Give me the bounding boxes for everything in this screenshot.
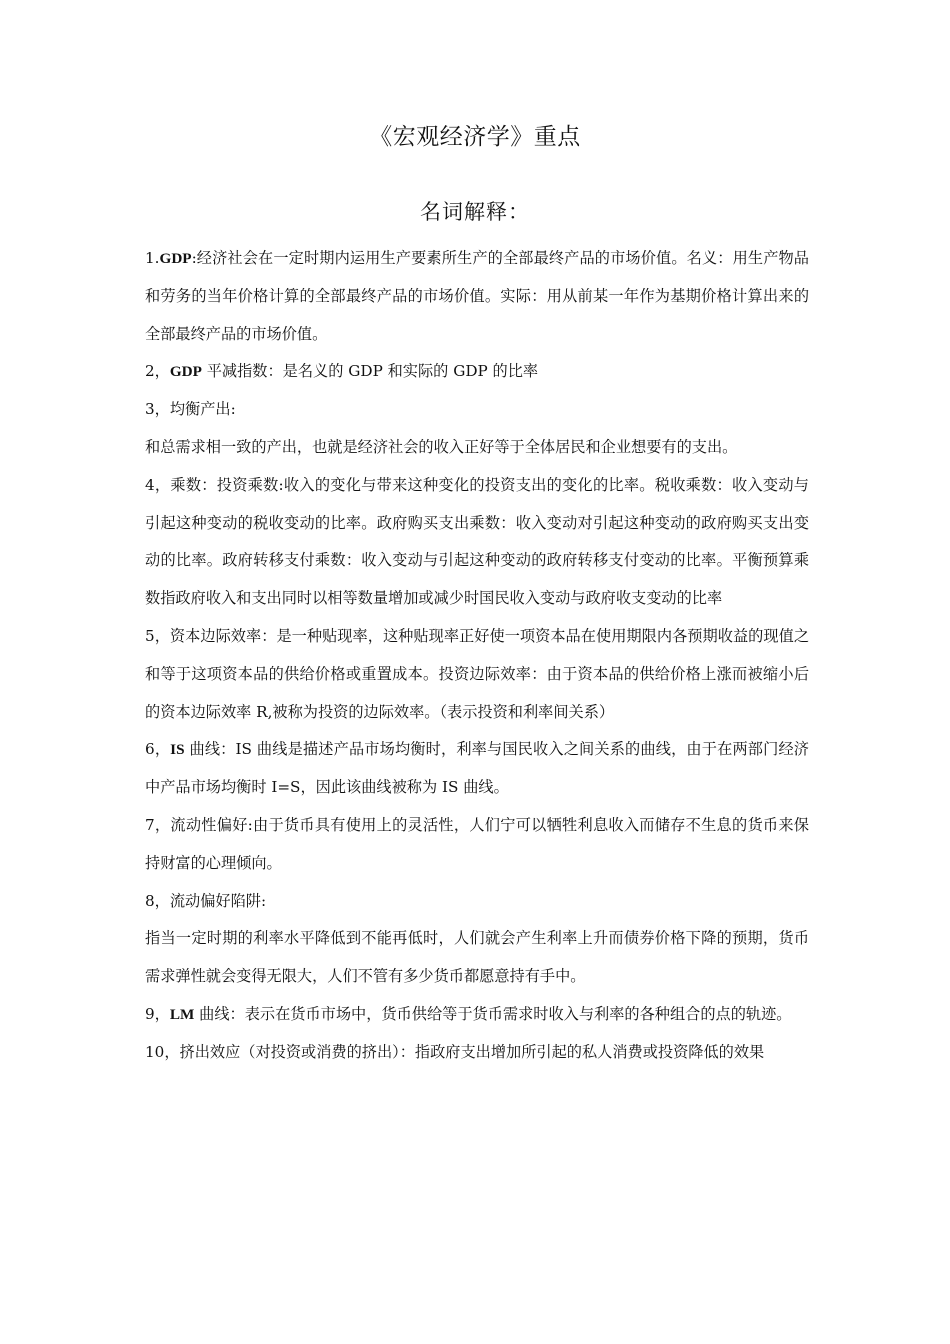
- entry-term: GDP: [169, 363, 202, 381]
- definition-entry: [145, 731, 809, 807]
- entry-text: 均衡产出:: [169, 400, 236, 419]
- entry-text: 乘数：投资乘数:收入的变化与带来这种变化的投资支出的变化的比率。税收乘数：收入变动与引起这种变动的税收变动的比率。政府购买支出乘数：收入变动对引起这种变动的政府购买支出变动的比率。政府转移支付乘数：收入变动与引起这种变动的政府转移支付变动的比率。平衡预算乘数指政府收入和支出同时以相等数量增加或减少时国民收入变动与政府收支变动的比率: [145, 475, 809, 608]
- entry-text: 曲线：表示在货币市场中，货币供给等于货币需求时收入与利率的各种组合的点的轨迹。: [194, 1004, 792, 1023]
- document-title: 《宏观经济学》重点: [369, 124, 581, 150]
- entry-number: 9，: [145, 1004, 170, 1023]
- entry-text: 流动性偏好:由于货币具有使用上的灵活性，人们宁可以牺牲利息收入而储存不生息的货币来保持财富的心理倾向。: [145, 815, 809, 872]
- definition-entry: [145, 920, 809, 996]
- entry-text: 曲线：IS 曲线是描述产品市场均衡时，利率与国民收入之间关系的曲线，由于在两部门经济中产品市场均衡时 I=S，因此该曲线被称为 IS 曲线。: [145, 740, 809, 797]
- entry-number: 7，: [145, 815, 171, 834]
- definition-entry: [145, 467, 809, 618]
- entry-term: LM: [169, 1005, 195, 1023]
- entry-number: 2，: [145, 362, 170, 381]
- entry-number: 3，: [145, 400, 170, 419]
- definition-entry: [145, 618, 809, 731]
- definition-entry: [145, 240, 809, 353]
- entry-text: 指当一定时期的利率水平降低到不能再低时，人们就会产生利率上升而债券价格下降的预期，货币需求弹性就会变得无限大，人们不管有多少货币都愿意持有手中。: [145, 929, 809, 986]
- section-heading: 名词解释：: [420, 200, 530, 224]
- definition-entry: [145, 883, 809, 921]
- definition-entry: [145, 1034, 809, 1072]
- entry-term: GDP: [159, 250, 192, 267]
- definitions-list: [145, 240, 809, 1072]
- entry-text: 和总需求相一致的产出，也就是经济社会的收入正好等于全体居民和企业想要有的支出。: [145, 437, 738, 456]
- entry-text: 资本边际效率：是一种贴现率，这种贴现率正好使一项资本品在使用期限内各预期收益的现值之和等于这项资本品的供给价格或重置成本。投资边际效率：由于资本品的供给价格上涨而被缩小后的资本边际效率 R,被称为投资的边际效率。（表示投资和利率间关系）: [145, 626, 810, 721]
- entry-number: 6，: [145, 740, 171, 759]
- entry-number: 10，: [145, 1042, 180, 1061]
- definition-entry: [145, 807, 809, 883]
- entry-number: 5，: [145, 626, 170, 645]
- entry-number: 8，: [145, 891, 170, 910]
- definition-entry: [145, 996, 809, 1034]
- definition-entry: [145, 429, 809, 467]
- entry-term: IS: [170, 741, 185, 759]
- entry-text: 流动偏好陷阱:: [169, 891, 267, 910]
- definition-entry: [145, 353, 809, 391]
- entry-text: :经济社会在一定时期内运用生产要素所生产的全部最终产品的市场价值。名义：用生产物品和劳务的当年价格计算的全部最终产品的市场价值。实际：用从前某一年作为基期价格计算出来的全部最终产品的市场价值。: [145, 249, 809, 343]
- definition-entry: [145, 391, 809, 429]
- entry-text: 平减指数：是名义的 GDP 和实际的 GDP 的比率: [201, 362, 539, 381]
- entry-text: 挤出效应（对投资或消费的挤出）：指政府支出增加所引起的私人消费或投资降低的效果: [179, 1042, 765, 1061]
- entry-number: 1.: [145, 249, 160, 267]
- entry-number: 4，: [145, 475, 171, 494]
